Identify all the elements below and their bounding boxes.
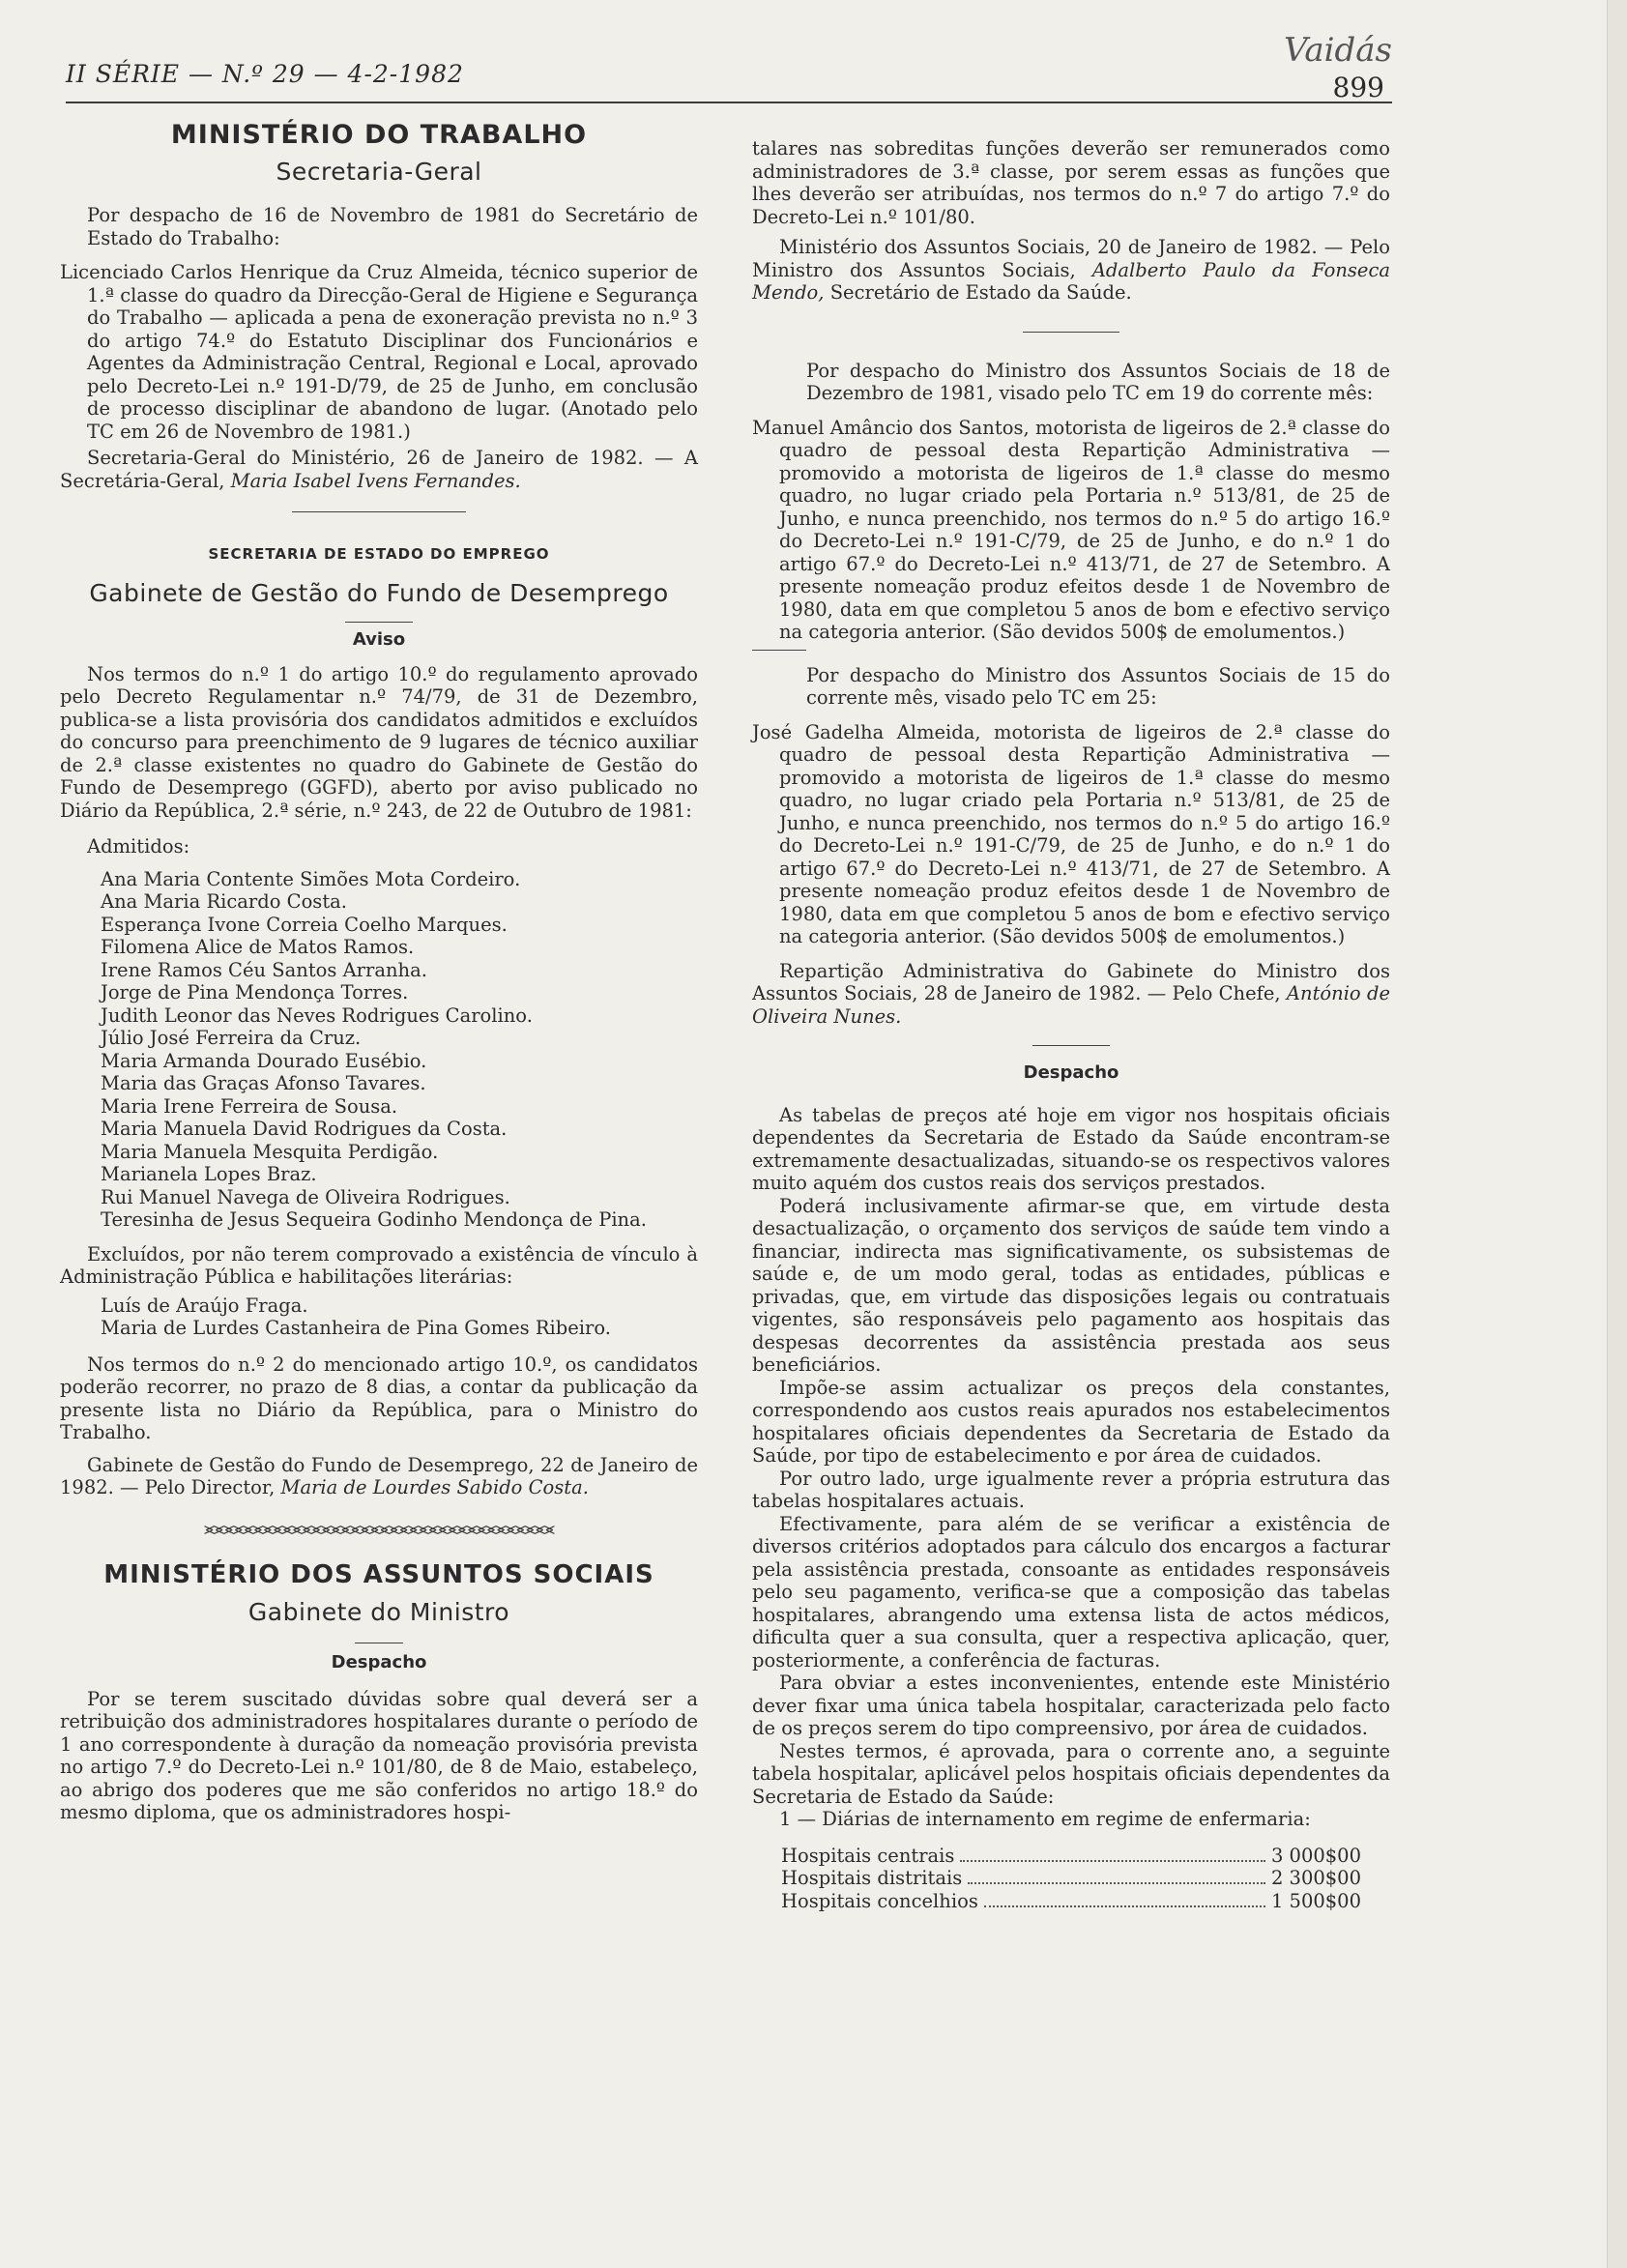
paragraph: As tabelas de preços até hoje em vigor nos hospitais oficiais dependentes da Secretaria de Estado da Saúde encontram-se extremamente desactualizadas, situando-se os respectivos valores muito aquém dos custos reais dos serviços prestados. [752,1103,1390,1194]
signature-paragraph [60,447,698,492]
paragraph: Licenciado Carlos Henrique da Cruz Almeida, técnico superior de 1.ª classe do quadro da Direcção-Geral de Higiene e Segurança do Trabalho — aplicada a pena de exoneração prevista no n.º 3 do artigo 74.º do Estatuto Disciplinar dos Funcionários e Agentes da Administração Central, Regional e Local, aprovado pelo Decreto-Lei n.º 191-D/79, de 25 de Junho, em conclusão de processo disciplinar de abandono de lugar. (Anotado pelo TC em 26 de Novembro de 1981.) [60,261,698,443]
divider [1032,1045,1110,1046]
header-rule [66,102,1392,103]
paragraph: talares nas sobreditas funções deverão ser remunerados como administradores de 3.ª classe, por serem essas as funções que lhes deverão ser atribuídas, nos termos do n.º 7 do artigo 7.º do Decreto-Lei n.º 101/80. [752,137,1390,228]
list-item: Irene Ramos Céu Santos Arranha. [101,958,427,981]
signature: Maria de Lourdes Sabido Costa. [280,1476,589,1498]
paragraph: José Gadelha Almeida, motorista de ligeiros de 2.ª classe do quadro de pessoal desta Repartição Administrativa — promovido a motorista de ligeiros de 1.ª classe do mesmo quadro, no lugar criado pela Portaria n.º 513/81, de 25 de Junho, e nunca preenchido, nos termos do n.º 5 do artigo 16.º do Decreto-Lei n.º 191-C/79, de 25 de Junho, e do n.º 1 do artigo 67.º do Decreto-Lei n.º 413/71, de 27 de Setembro. A presente nomeação produz efeitos desde 1 de Novembro de 1980, data em que completou 5 anos de bom e efectivo serviço na categoria anterior. (São devidos 500$ de emolumentos.) [752,720,1390,947]
paragraph: Nestes termos, é aprovada, para o corrente ano, a seguinte tabela hospitalar, aplicável pelos hospitais oficiais dependentes da Secretaria de Estado da Saúde: [752,1739,1390,1808]
list-item: Teresinha de Jesus Sequeira Godinho Mendonça de Pina. [101,1208,647,1231]
table-value: 1 500$00 [1270,1889,1361,1912]
paragraph-text: Repartição Administrativa do Gabinete do Ministro dos Assuntos Sociais, 28 de Janeiro de 1982. — Pelo Chefe, [752,959,1390,1004]
list-item: Ana Maria Contente Simões Mota Cordeiro. [101,867,521,890]
signature: Adalberto Paulo da Fonseca Mendo, [752,258,1390,304]
paragraph: Por outro lado, urge igualmente rever a própria estrutura das tabelas hospitalares actuais. [752,1467,1390,1512]
section-heading: SECRETARIA DE ESTADO DO EMPREGO [208,545,550,563]
admitted-label: Admitidos: [87,835,190,858]
paragraph: Efectivamente, para além de se verificar a existência de diversos critérios adoptados para cálculo dos encargos a facturar pela assistência prestada, consoante as entidades responsáveis pelo seu pagamento, verifica-se que a composição das tabelas hospitalares, abrangendo uma extensa lista de actos médicos, dificulta quer a sua consulta, quer a respectiva aplicação, quer, posteriormente, a conferência de facturas. [752,1512,1390,1672]
table-label: Hospitais concelhios [781,1889,978,1912]
divider [752,650,806,651]
signature-paragraph [752,236,1390,305]
paragraph: Impõe-se assim actualizar os preços dela constantes, correspondendo aos custos reais apurados nos estabelecimentos hospitalares oficiais dependentes da Secretaria de Estado da Saúde, por tipo de estabelecimento e por área de cuidados. [752,1376,1390,1467]
divider [1023,332,1119,333]
office-heading: Gabinete do Ministro [247,1597,510,1626]
table-label: Hospitais distritais [781,1867,963,1889]
office-heading: Gabinete de Gestão do Fundo de Desemprego [89,578,669,607]
series-label: II SÉRIE — N.º 29 — 4-2-1982 [66,60,464,88]
table-value: 3 000$00 [1270,1844,1361,1867]
list-item: Luís de Araújo Fraga. [101,1294,308,1317]
list-item: Ana Maria Ricardo Costa. [101,890,347,913]
left-column [60,120,698,1824]
right-column [752,124,1390,1912]
paragraph-text: Secretaria-Geral do Ministério, 26 de Janeiro de 1982. — A Secretária-Geral, [60,447,698,492]
list-item: Maria das Graças Afonso Tavares. [101,1072,426,1094]
paragraph: Manuel Amâncio dos Santos, motorista de ligeiros de 2.ª classe do quadro de pessoal desta Repartição Administrativa — promovido a motorista de ligeiros de 1.ª classe do mesmo quadro, no lugar criado pela Portaria n.º 513/81, de 25 de Junho, e nunca preenchido, nos termos do n.º 5 do artigo 16.º do Decreto-Lei n.º 191-C/79, de 25 de Junho, e do n.º 1 do artigo 67.º do Decreto-Lei n.º 413/71, de 27 de Setembro. A presente nomeação produz efeitos desde 1 de Novembro de 1980, data em que completou 5 anos de bom e efectivo serviço na categoria anterior. (São devidos 500$ de emolumentos.) [752,416,1390,643]
table-row [781,1890,1361,1913]
ministry-heading: MINISTÉRIO DO TRABALHO [170,120,588,150]
secretariat-heading: Secretaria-Geral [276,157,482,186]
despacho-heading: Despacho [1023,1062,1119,1083]
table-value: 2 300$00 [1270,1867,1361,1889]
signature-paragraph [60,1454,698,1499]
list-item: Rui Manuel Navega de Oliveira Rodrigues. [101,1185,510,1208]
page-number: 899 [1332,72,1384,103]
paragraph: Por despacho do Ministro dos Assuntos Sociais de 15 do corrente mês, visado pelo TC em 25: [806,663,1390,709]
list-item: Maria Manuela David Rodrigues da Costa. [101,1118,508,1140]
table-label: Hospitais centrais [781,1844,955,1867]
excluded-label: Excluídos, por não terem comprovado a existência de vínculo à Administração Pública e habilitações literárias: [60,1242,698,1288]
paragraph: Poderá inclusivamente afirmar-se que, em virtude desta desactualização, o orçamento dos serviços de saúde tem vindo a financiar, indirecta mas significativamente, os subsistemas de saúde e, de um modo geral, todas as entidades, públicas e privadas, que, em virtude das disposições legais ou contratuais vigentes, são responsáveis pelo pagamento aos hospitais das despesas decorrentes da assistência prestada aos seus beneficiários. [752,1194,1390,1376]
dot-leader [960,1846,1265,1862]
paragraph: Por despacho do Ministro dos Assuntos Sociais de 18 de Dezembro de 1981, visado pelo TC em 19 do corrente mês: [806,359,1390,404]
decorative-divider: ⪤⪤⪤⪤⪤⪤⪤⪤⪤⪤⪤⪤⪤⪤⪤⪤⪤⪤⪤⪤⪤⪤⪤⪤⪤⪤⪤⪤⪤⪤⪤⪤⪤⪤⪤⪤ [204,1519,554,1539]
list-item: Júlio José Ferreira da Cruz. [101,1027,362,1049]
list-item: Maria Manuela Mesquita Perdigão. [101,1140,439,1163]
list-item: Maria Irene Ferreira de Sousa. [101,1094,398,1118]
paragraph: Nos termos do n.º 2 do mencionado artigo 10.º, os candidatos poderão recorrer, no prazo de 8 dias, a contar da publicação da presente lista no Diário da República, para o Ministro do Trabalho. [60,1352,698,1443]
page-edge [1607,0,1627,2268]
list-item: Judith Leonor das Neves Rodrigues Carolino. [101,1003,533,1027]
ministry-heading: MINISTÉRIO DOS ASSUNTOS SOCIAIS [103,1560,654,1589]
list-item: Filomena Alice de Matos Ramos. [101,936,415,958]
admitted-list [60,868,698,1232]
signature: António de Oliveira Nunes. [752,982,1390,1028]
price-table [781,1845,1361,1913]
dot-leader [968,1869,1265,1884]
divider [345,622,413,623]
notice-heading: Aviso [352,629,406,650]
table-row [781,1845,1361,1868]
paragraph: 1 — Diárias de internamento em regime de enfermaria: [779,1808,1311,1830]
paragraph: Por despacho de 16 de Novembro de 1981 do Secretário de Estado do Trabalho: [87,204,698,249]
excluded-list [60,1294,698,1340]
signature: Maria Isabel Ivens Fernandes. [230,469,521,492]
dot-leader [984,1892,1265,1907]
list-item: Maria Armanda Dourado Eusébio. [101,1049,427,1072]
list-item: Marianela Lopes Braz. [101,1163,317,1185]
paragraph-text: Ministério dos Assuntos Sociais, 20 de Janeiro de 1982. — Pelo Ministro dos Assuntos Sociais, [752,236,1390,281]
list-item: Jorge de Pina Mendonça Torres. [101,981,409,1003]
paragraph: Nos termos do n.º 1 do artigo 10.º do regulamento aprovado pelo Decreto Regulamentar n.º 74/79, de 31 de Dezembro, publica-se a lista provisória dos candidatos admitidos e excluídos do concurso para preenchimento de 9 lugares de técnico auxiliar de 2.ª classe existentes no quadro do Gabinete de Gestão do Fundo de Desemprego (GGFD), aberto por aviso publicado no Diário da República, 2.ª série, n.º 243, de 22 de Outubro de 1981: [60,662,698,822]
paragraph: Por se terem suscitado dúvidas sobre qual deverá ser a retribuição dos administradores hospitalares durante o período de 1 ano correspondente à duração da nomeação provisória prevista no artigo 7.º do Decreto-Lei n.º 101/80, de 8 de Maio, estabeleço, ao abrigo dos poderes que me são conferidos no artigo 18.º do mesmo diploma, que os administradores hospi- [60,1687,698,1823]
table-row [781,1867,1361,1890]
page-header [66,31,1392,104]
signature-paragraph [752,960,1390,1029]
list-item: Esperança Ivone Correia Coelho Marques. [101,913,508,936]
list-item: Maria de Lurdes Castanheira de Pina Gomes Ribeiro. [101,1317,611,1339]
despacho-heading: Despacho [331,1652,427,1672]
handwritten-note: Vaidás [1283,31,1392,70]
paragraph-text: Gabinete de Gestão do Fundo de Desemprego, 22 de Janeiro de 1982. — Pelo Director, [60,1453,698,1498]
divider [292,511,466,512]
paragraph: Para obviar a estes inconvenientes, entende este Ministério dever fixar uma única tabela hospitalar, caracterizada pelo facto de os preços serem do tipo compreensivo, por área de cuidados. [752,1672,1390,1739]
paragraph-text: Secretário de Estado da Saúde. [829,281,1132,304]
